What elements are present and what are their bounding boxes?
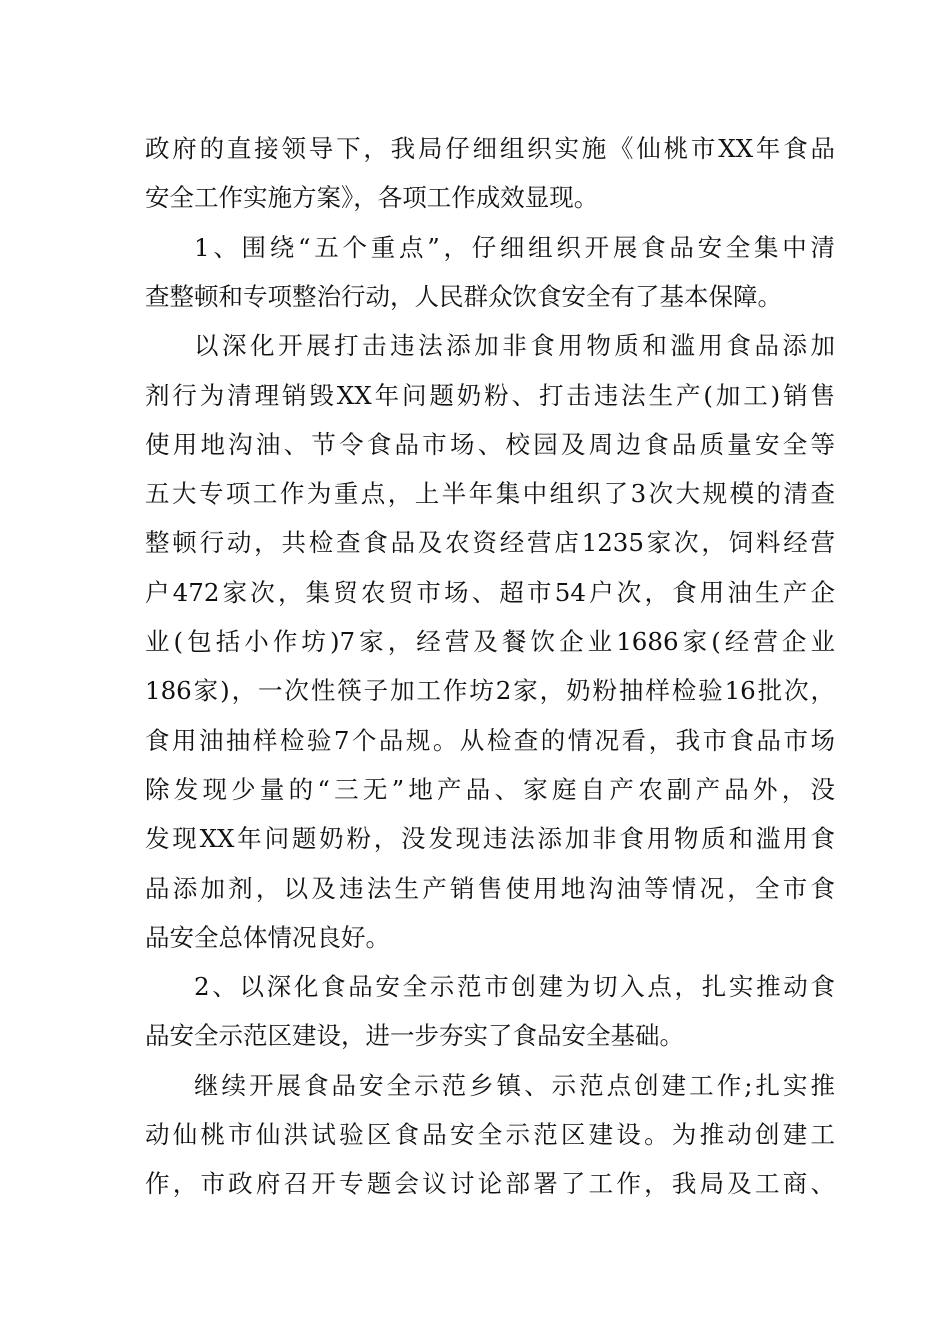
text-line: 除发现少量的“三无”地产品、家庭自产农副产品外，没 <box>145 774 835 804</box>
text-line: 剂行为清理销毁XX年问题奶粉、打击违法生产(加工)销售 <box>145 380 835 410</box>
text-line: 户472家次，集贸农贸市场、超市54户次，食用油生产企 <box>145 577 835 607</box>
text-line: 使用地沟油、节令食品市场、校园及周边食品质量安全等 <box>145 429 835 459</box>
text-line: 食用油抽样检验7个品规。从检查的情况看，我市食品市场 <box>145 725 835 755</box>
text-line: 政府的直接领导下，我局仔细组织实施《仙桃市XX年食品 <box>145 134 835 163</box>
text-line: 查整顿和专项整治行动，人民群众饮食安全有了基本保障。 <box>145 281 782 311</box>
text-line: 五大专项工作为重点，上半年集中组织了3次大规模的清查 <box>145 479 835 509</box>
text-line: 整顿行动，共检查食品及农资经营店1235家次，饲料经营 <box>145 528 835 558</box>
text-line: 品安全总体情况良好。 <box>145 922 390 952</box>
text-line: 安全工作实施方案》，各项工作成效显现。 <box>145 183 599 213</box>
text-line: 继续开展食品安全示范乡镇、示范点创建工作;扎实推 <box>194 1070 835 1100</box>
text-line: 186家)，一次性筷子加工作坊2家，奶粉抽样检验16批次， <box>145 676 835 706</box>
text-line: 2、以深化食品安全示范市创建为切入点，扎实推动食 <box>194 972 835 1002</box>
text-line: 1、围绕“五个重点”，仔细组织开展食品安全集中清 <box>194 232 835 262</box>
text-line: 品添加剂，以及违法生产销售使用地沟油等情况，全市食 <box>145 873 835 903</box>
text-line: 以深化开展打击违法添加非食用物质和滥用食品添加 <box>194 331 835 361</box>
text-line: 品安全示范区建设，进一步夯实了食品安全基础。 <box>145 1021 684 1051</box>
text-line: 业(包括小作坊)7家，经营及餐饮企业1686家(经营企业 <box>145 627 835 656</box>
text-line: 动仙桃市仙洪试验区食品安全示范区建设。为推动创建工 <box>145 1120 835 1149</box>
text-line: 作，市政府召开专题会议讨论部署了工作，我局及工商、 <box>145 1169 835 1199</box>
text-line: 发现XX年问题奶粉，没发现违法添加非食用物质和滥用食 <box>145 824 835 854</box>
